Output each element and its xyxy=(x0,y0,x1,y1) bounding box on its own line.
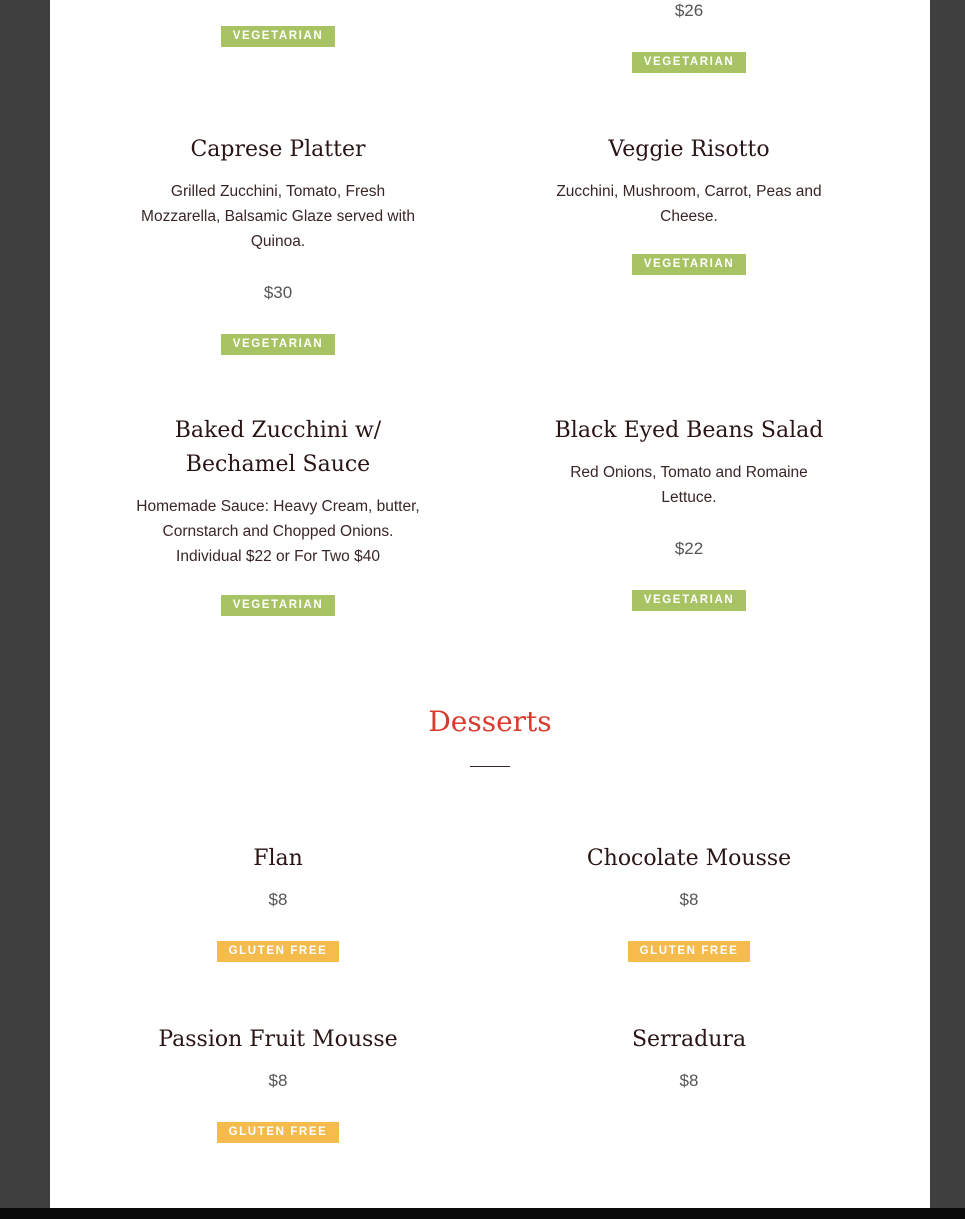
section-title-desserts: Desserts xyxy=(428,705,552,738)
menu-item-veggie-risotto xyxy=(539,133,839,275)
footer-bar xyxy=(0,1208,965,1219)
item-price: $22 xyxy=(674,539,704,558)
item-price: $8 xyxy=(268,890,288,909)
item-name: Flan xyxy=(253,846,303,871)
menu-item-caprese-platter xyxy=(128,133,428,355)
item-name: Chocolate Mousse xyxy=(586,846,792,871)
menu-item-partial-right xyxy=(539,0,839,73)
item-price: $26 xyxy=(674,1,704,20)
item-name: Veggie Risotto xyxy=(608,137,770,162)
dessert-item-passion-fruit-mousse xyxy=(128,1023,428,1143)
item-name: Caprese Platter xyxy=(190,137,366,162)
menu-item-partial-left xyxy=(128,26,428,47)
gluten-free-badge: GLUTEN FREE xyxy=(628,941,751,962)
item-description: Grilled Zucchini, Tomato, Fresh Mozzarella, Balsamic Glaze served with Quinoa. xyxy=(141,183,415,250)
gluten-free-badge: GLUTEN FREE xyxy=(217,941,340,962)
section-divider xyxy=(470,766,510,767)
vegetarian-badge: VEGETARIAN xyxy=(632,52,747,73)
item-name: Black Eyed Beans Salad xyxy=(554,418,824,443)
vegetarian-badge: VEGETARIAN xyxy=(221,334,336,355)
dessert-item-chocolate-mousse xyxy=(539,842,839,962)
gluten-free-badge: GLUTEN FREE xyxy=(217,1122,340,1143)
item-price: $8 xyxy=(679,1071,699,1090)
vegetarian-badge: VEGETARIAN xyxy=(221,26,336,47)
item-description: Red Onions, Tomato and Romaine Lettuce. xyxy=(570,464,808,506)
item-name: Baked Zucchini w/ Bechamel Sauce xyxy=(174,418,382,477)
dessert-item-serradura xyxy=(539,1023,839,1092)
vegetarian-badge: VEGETARIAN xyxy=(632,254,747,275)
item-description: Zucchini, Mushroom, Carrot, Peas and Cheese. xyxy=(556,183,822,225)
item-price: $8 xyxy=(268,1071,288,1090)
item-description: Homemade Sauce: Heavy Cream, butter, Cornstarch and Chopped Onions. Individual $22 or For Two $40 xyxy=(136,498,420,565)
vegetarian-badge: VEGETARIAN xyxy=(221,595,336,616)
menu-item-baked-zucchini xyxy=(128,414,428,616)
menu-item-black-eyed-beans-salad xyxy=(539,414,839,611)
item-name: Passion Fruit Mousse xyxy=(158,1027,398,1052)
dessert-item-flan xyxy=(128,842,428,962)
vegetarian-badge: VEGETARIAN xyxy=(632,590,747,611)
item-price: $8 xyxy=(679,890,699,909)
item-name: Serradura xyxy=(631,1027,747,1052)
menu-page xyxy=(50,0,930,1208)
item-price: $30 xyxy=(263,283,293,302)
